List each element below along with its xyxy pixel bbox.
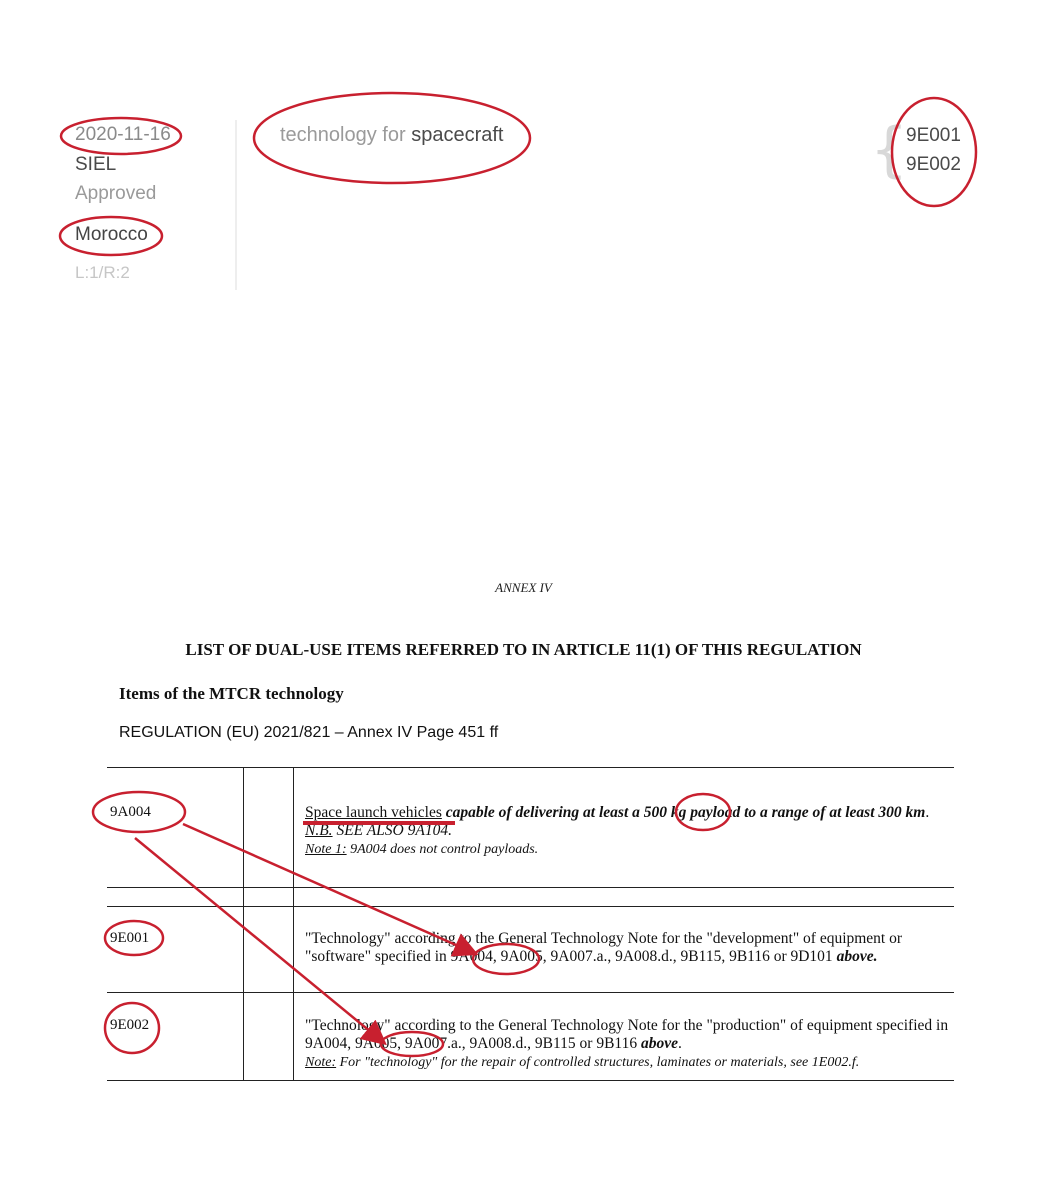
- circle-codes: [892, 98, 976, 206]
- record-status: Approved: [75, 183, 157, 204]
- record-country: Morocco: [75, 224, 148, 245]
- brace-icon: {: [870, 115, 909, 185]
- note-text: 9A004 does not control payloads.: [346, 842, 539, 857]
- circle-country: [60, 217, 162, 255]
- record-code-1: 9E001: [906, 125, 961, 146]
- arrow-to-9e002-ref: [135, 838, 383, 1042]
- circle-9a004: [93, 792, 185, 832]
- arrow-to-9e001-ref: [183, 824, 474, 953]
- row-code-9e002: 9E002: [110, 1017, 150, 1033]
- circle-9e001: [105, 921, 163, 955]
- row-code-9e001: 9E001: [110, 930, 150, 946]
- regulation-line: REGULATION (EU) 2021/821 – Annex IV Page 451 ff: [119, 724, 499, 741]
- circle-500kg: [676, 794, 730, 830]
- title-rest: capable of delivering at least a 500 kg payload to a range of at least 300 km: [441, 804, 926, 821]
- row-text: "Technology" according to the General Technology Note for the "production" of equipment specified in 9A004, 9A005, 9A007.a., 9A008.d., 9B115 or 9B116: [305, 1017, 949, 1052]
- record-date: 2020-11-16: [75, 124, 171, 145]
- circle-9a004-ref-1: [473, 944, 539, 974]
- row-text-dot: .: [677, 1035, 682, 1052]
- circle-9a004-ref-2: [381, 1032, 443, 1056]
- record-type: SIEL: [75, 154, 117, 175]
- note-label: Note 1:: [305, 842, 347, 857]
- note-text: For "technology" for the repair of controlled structures, laminates or materials, see 1E002.f.: [336, 1055, 860, 1070]
- row-text-end: above.: [836, 948, 878, 965]
- row-code-9a004: 9A004: [110, 804, 151, 820]
- items-title: Items of the MTCR technology: [119, 684, 344, 703]
- description-prefix: technology for: [280, 124, 406, 146]
- row-text-end: above: [640, 1035, 678, 1052]
- list-title: LIST OF DUAL-USE ITEMS REFERRED TO IN ARTICLE 11(1) OF THIS REGULATION: [185, 640, 862, 659]
- nb-label: N.B.: [305, 822, 333, 839]
- nb-text: SEE ALSO 9A104.: [332, 822, 452, 839]
- title-end: .: [925, 804, 930, 821]
- circle-description: [254, 93, 530, 183]
- record-code-2: 9E002: [906, 154, 961, 175]
- circle-9e002: [105, 1003, 159, 1053]
- title-underlined: Space launch vehicles: [305, 804, 442, 821]
- description-item: spacecraft: [411, 124, 504, 146]
- record-lr: L:1/R:2: [75, 263, 130, 282]
- circle-date: [61, 118, 181, 154]
- row-text: "Technology" according to the General Technology Note for the "development" of equipment or "software" specified in 9A004, 9A005, 9A007.a., 9A008.d., 9B115, 9B116 or 9D101: [305, 930, 903, 965]
- annex-heading: ANNEX IV: [495, 580, 552, 595]
- note-label: Note:: [305, 1055, 337, 1070]
